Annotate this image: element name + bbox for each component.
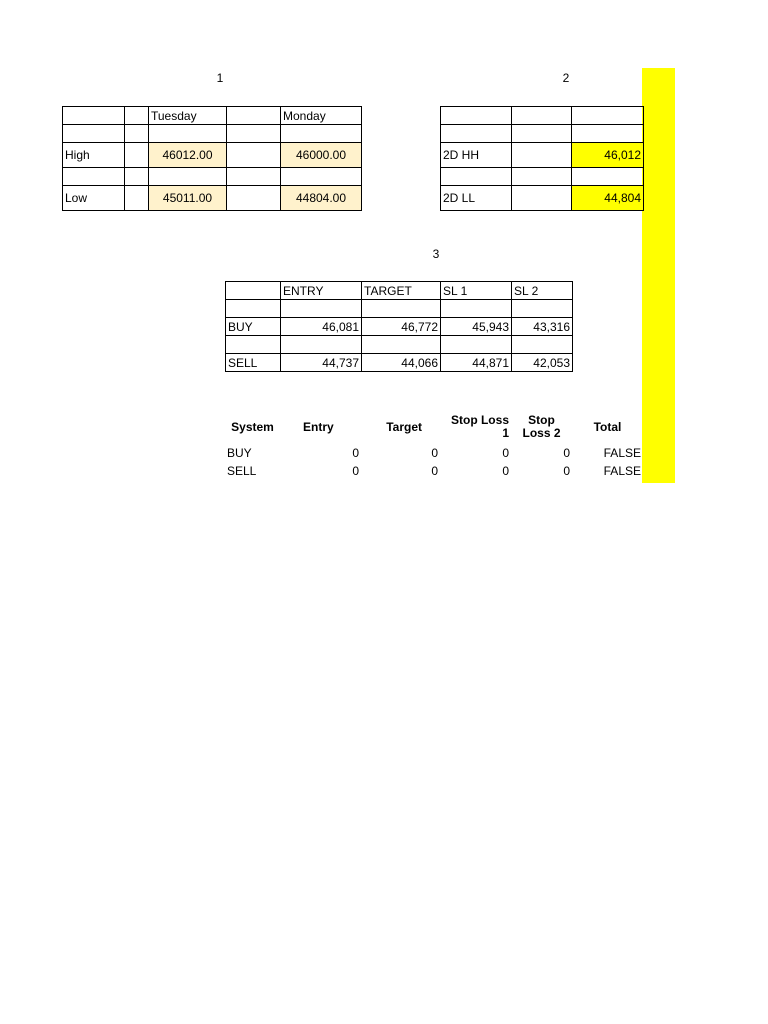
cell[interactable] xyxy=(63,168,125,186)
buy-sl1[interactable]: 45,943 xyxy=(441,318,512,336)
2d-hh-value[interactable]: 46,012 xyxy=(572,143,644,168)
trade-levels-table xyxy=(225,281,573,372)
cell[interactable] xyxy=(362,300,441,318)
section-label-3: 3 xyxy=(432,247,440,261)
table-row xyxy=(441,125,644,143)
cell[interactable] xyxy=(441,336,512,354)
buy-sl2[interactable]: 43,316 xyxy=(512,318,573,336)
cell[interactable] xyxy=(281,336,362,354)
cell[interactable] xyxy=(63,125,125,143)
cell[interactable] xyxy=(572,125,644,143)
table-row xyxy=(226,282,573,300)
table-row xyxy=(441,107,644,125)
header-total: Total xyxy=(593,419,622,434)
table-row xyxy=(225,462,643,480)
table-row xyxy=(226,336,573,354)
cell[interactable] xyxy=(125,168,149,186)
cell[interactable] xyxy=(227,186,281,211)
header-stop-loss-2: Stop Loss 2 xyxy=(522,413,561,440)
summary-buy-sl1: 0 xyxy=(502,446,509,460)
sell-entry[interactable]: 44,737 xyxy=(281,354,362,372)
cell[interactable] xyxy=(441,168,512,186)
buy-entry[interactable]: 46,081 xyxy=(281,318,362,336)
table-row xyxy=(63,186,362,211)
header-target: Target xyxy=(386,419,422,434)
summary-buy-sl2: 0 xyxy=(563,446,570,460)
table-row xyxy=(226,318,573,336)
cell[interactable] xyxy=(125,143,149,168)
cell[interactable] xyxy=(572,168,644,186)
header-system: System xyxy=(231,419,274,434)
table-row xyxy=(441,143,644,168)
row-label-buy[interactable]: BUY xyxy=(226,318,281,336)
cell[interactable] xyxy=(281,300,362,318)
table-row xyxy=(63,143,362,168)
header-entry[interactable]: ENTRY xyxy=(281,282,362,300)
cell[interactable] xyxy=(226,282,281,300)
summary-buy-label: BUY xyxy=(227,446,252,460)
row-label-2d-ll[interactable]: 2D LL xyxy=(441,186,512,211)
cell[interactable] xyxy=(63,107,125,125)
table-row xyxy=(63,107,362,125)
cell[interactable] xyxy=(281,168,362,186)
table-row xyxy=(226,300,573,318)
cell[interactable] xyxy=(512,107,572,125)
cell[interactable] xyxy=(441,107,512,125)
cell[interactable] xyxy=(227,143,281,168)
cell[interactable] xyxy=(512,125,572,143)
summary-sell-target: 0 xyxy=(431,464,438,478)
section-label-1: 1 xyxy=(216,71,224,85)
table-row xyxy=(225,444,643,462)
row-label-high[interactable]: High xyxy=(63,143,125,168)
cell[interactable] xyxy=(226,300,281,318)
daily-high-low-table xyxy=(62,106,362,211)
cell[interactable] xyxy=(281,125,362,143)
two-day-extremes-table xyxy=(440,106,644,211)
table-row xyxy=(441,168,644,186)
summary-sell-entry: 0 xyxy=(352,464,359,478)
cell[interactable] xyxy=(512,336,573,354)
table-row xyxy=(63,168,362,186)
2d-ll-value[interactable]: 44,804 xyxy=(572,186,644,211)
header-entry: Entry xyxy=(303,419,334,434)
table-row xyxy=(63,125,362,143)
summary-sell-label: SELL xyxy=(227,464,257,478)
cell[interactable] xyxy=(149,168,227,186)
buy-target[interactable]: 46,772 xyxy=(362,318,441,336)
header-sl2[interactable]: SL 2 xyxy=(512,282,573,300)
cell[interactable] xyxy=(125,125,149,143)
header-monday[interactable]: Monday xyxy=(281,107,362,125)
summary-buy-target: 0 xyxy=(431,446,438,460)
summary-sell-sl2: 0 xyxy=(563,464,570,478)
cell[interactable] xyxy=(227,107,281,125)
monday-high-value[interactable]: 46000.00 xyxy=(281,143,362,168)
summary-sell-total: FALSE xyxy=(603,464,641,478)
sell-sl2[interactable]: 42,053 xyxy=(512,354,573,372)
monday-low-value[interactable]: 44804.00 xyxy=(281,186,362,211)
row-label-sell[interactable]: SELL xyxy=(226,354,281,372)
header-sl1[interactable]: SL 1 xyxy=(441,282,512,300)
cell[interactable] xyxy=(512,168,572,186)
cell[interactable] xyxy=(512,143,572,168)
cell[interactable] xyxy=(125,186,149,211)
summary-buy-entry: 0 xyxy=(352,446,359,460)
cell[interactable] xyxy=(441,125,512,143)
system-summary-table xyxy=(225,410,643,480)
cell[interactable] xyxy=(512,300,573,318)
tuesday-high-value[interactable]: 46012.00 xyxy=(149,143,227,168)
summary-header-row xyxy=(225,410,643,444)
row-label-low[interactable]: Low xyxy=(63,186,125,211)
cell[interactable] xyxy=(512,186,572,211)
table-row xyxy=(226,354,573,372)
cell[interactable] xyxy=(226,336,281,354)
cell[interactable] xyxy=(572,107,644,125)
header-target[interactable]: TARGET xyxy=(362,282,441,300)
summary-sell-sl1: 0 xyxy=(502,464,509,478)
cell[interactable] xyxy=(227,168,281,186)
sell-sl1[interactable]: 44,871 xyxy=(441,354,512,372)
tuesday-low-value[interactable]: 45011.00 xyxy=(149,186,227,211)
cell[interactable] xyxy=(227,125,281,143)
cell[interactable] xyxy=(441,300,512,318)
table-row xyxy=(441,186,644,211)
header-stop-loss-1: Stop Loss 1 xyxy=(450,413,509,440)
section-label-2: 2 xyxy=(562,71,570,85)
sell-target[interactable]: 44,066 xyxy=(362,354,441,372)
yellow-highlight-column xyxy=(642,68,675,483)
cell[interactable] xyxy=(125,107,149,125)
cell[interactable] xyxy=(362,336,441,354)
header-tuesday[interactable]: Tuesday xyxy=(149,107,227,125)
summary-buy-total: FALSE xyxy=(603,446,641,460)
row-label-2d-hh[interactable]: 2D HH xyxy=(441,143,512,168)
cell[interactable] xyxy=(149,125,227,143)
